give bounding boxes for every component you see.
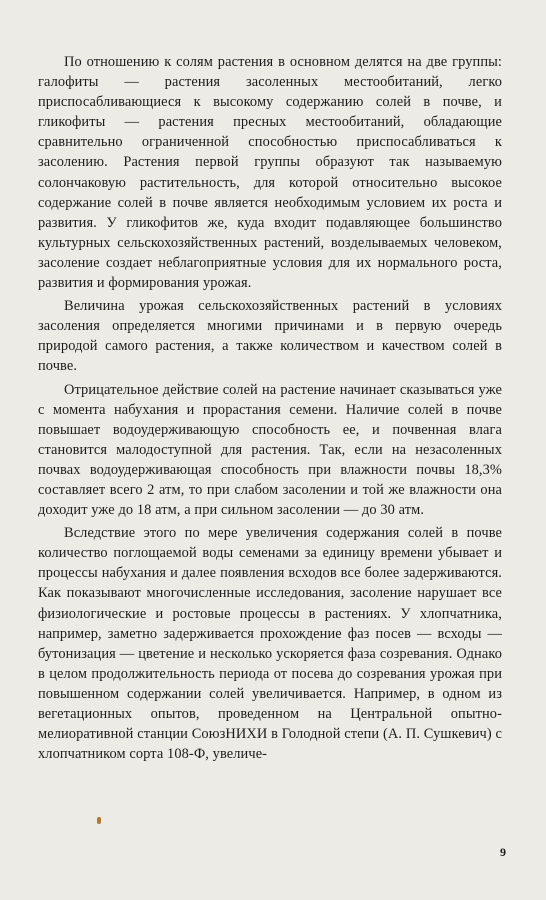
paragraph: Величина урожая сельскохозяйственных растений в условиях засоления определяется многими причинами и в первую очередь природой самого растения, а также количеством и качеством солей в почве.: [38, 298, 502, 375]
print-speck: [97, 817, 101, 824]
paragraph: Вследствие этого по мере увеличения содержания солей в почве количество поглощаемой воды семенами за единицу времени убывает и процессы набухания и далее появления всходов все более задерживаются. Как показывают многочисленные исследования, засоление нарушает все физиологические и ростовые процессы в растениях. У хлопчатника, например, заметно задерживается прохождение фаз посев — всходы — бутонизация — цветение и несколько ускоряется фаза созревания. Однако в целом продолжительность периода от посева до созревания урожая при повышенном содержании солей увеличивается. Например, в одном из вегетационных опытов, проведенном на Центральной опытно-мелиоративной станции СоюзНИХИ в Голодной степи (А. П. Сушкевич) с хлопчатником сорта 108-Ф, увеличе-: [38, 525, 502, 763]
body-text: [38, 52, 502, 764]
page-number: 9: [500, 845, 506, 859]
paragraph: Отрицательное действие солей на растение начинает сказываться уже с момента набухания и прорастания семени. Наличие солей в почве повышает водоудерживающую способность ее, и почвенная влага становится малодоступной для растения. Так, если на незасоленных почвах водоудерживающая способность при влажности почвы 18,3% составляет всего 2 атм, то при слабом засолении и той же влажности она доходит уже до 18 атм, а при сильном засолении — до 30 атм.: [38, 381, 502, 519]
paragraph: По отношению к солям растения в основном делятся на две группы: галофиты — растения засоленных местообитаний, легко приспосабливающиеся к высокому содержанию солей в почве, и гликофиты — растения пресных местообитаний, обладающие сравнительно ограниченной способностью приспосабливаться к засолению. Растения первой группы образуют так называемую солончаковую растительность, для которой относительно высокое содержание солей в почве является необходимым условием их роста и развития. У гликофитов же, куда входит подавляющее большинство культурных сельскохозяйственных растений, возделываемых человеком, засоление создает неблагоприятные условия для их нормального роста, развития и формирования урожая.: [38, 54, 502, 292]
